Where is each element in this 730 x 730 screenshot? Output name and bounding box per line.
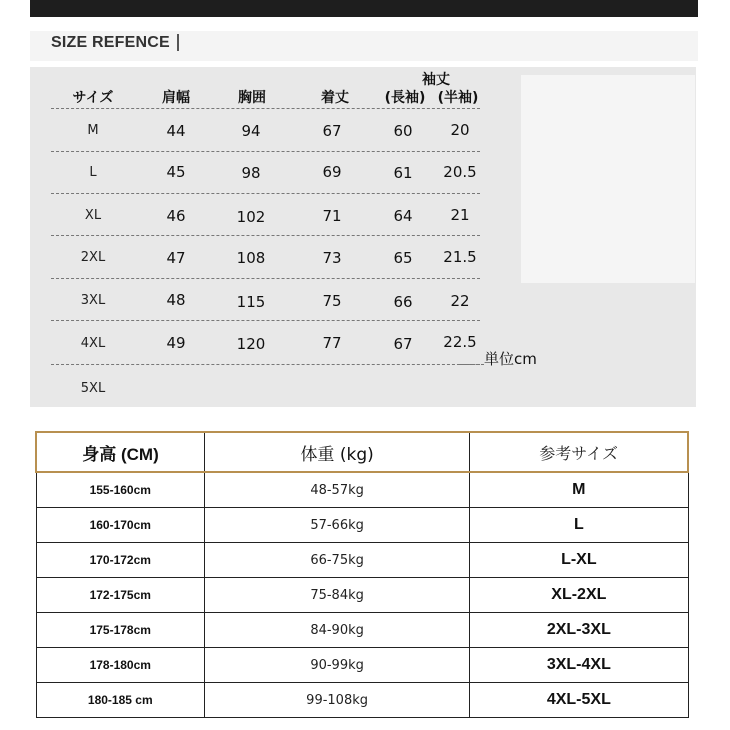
table-row — [36, 578, 688, 613]
height-cell: 178-180cm — [36, 648, 205, 683]
row-divider — [51, 278, 480, 279]
section-header — [30, 31, 698, 61]
size-cell: 4XL — [80, 336, 106, 351]
short-sleeve-cell: 21 — [450, 206, 470, 224]
chest-cell: 120 — [236, 335, 266, 353]
reference-table-header — [36, 432, 688, 472]
row-divider — [51, 193, 480, 194]
length-cell: 69 — [322, 163, 342, 181]
height-cell: 160-170cm — [36, 508, 205, 543]
shoulder-cell: 47 — [166, 249, 186, 267]
table-row — [36, 472, 688, 508]
header-shoulder: 肩幅 — [162, 90, 190, 106]
ref-size-cell: XL-2XL — [470, 578, 688, 613]
header-long-sleeve: (長袖) — [384, 90, 426, 106]
height-cell: 155-160cm — [36, 472, 205, 508]
size-cell: 5XL — [80, 381, 106, 396]
weight-cell: 57-66kg — [205, 508, 470, 543]
shoulder-cell: 44 — [166, 122, 186, 140]
length-cell: 77 — [322, 334, 342, 352]
table-row — [36, 648, 688, 683]
chest-cell: 115 — [236, 293, 266, 311]
size-chart-panel — [30, 67, 696, 407]
long-sleeve-cell: 65 — [393, 249, 413, 267]
size-cell: 3XL — [80, 293, 106, 308]
short-sleeve-cell: 22 — [450, 292, 470, 310]
shoulder-cell: 49 — [166, 334, 186, 352]
header-height: 身高 (CM) — [36, 432, 205, 472]
header-chest: 胸囲 — [238, 90, 266, 106]
short-sleeve-cell: 20.5 — [443, 163, 477, 181]
sleeve-group-header: 袖丈 — [422, 72, 450, 88]
image-placeholder — [521, 75, 695, 283]
header-weight: 体重 (kg) — [205, 432, 470, 472]
header-ref-size: 参考サイズ — [470, 432, 688, 472]
shoulder-cell: 46 — [166, 207, 186, 225]
shoulder-cell: 48 — [166, 291, 186, 309]
table-row — [36, 508, 688, 543]
long-sleeve-cell: 60 — [393, 122, 413, 140]
height-cell: 172-175cm — [36, 578, 205, 613]
header-size: サイズ — [72, 90, 114, 106]
size-cell: XL — [84, 208, 102, 223]
long-sleeve-cell: 64 — [393, 207, 413, 225]
header-length: 着丈 — [321, 90, 349, 106]
ref-size-cell: L — [470, 508, 688, 543]
table-row — [36, 683, 688, 718]
row-divider — [51, 108, 480, 109]
ref-size-cell: M — [470, 472, 688, 508]
height-cell: 170-172cm — [36, 543, 205, 578]
chest-cell: 102 — [236, 208, 266, 226]
row-divider — [51, 235, 480, 236]
header-short-sleeve: (半袖) — [437, 90, 479, 106]
table-row — [36, 543, 688, 578]
top-banner-strip — [30, 0, 698, 17]
length-cell: 73 — [322, 249, 342, 267]
ref-size-cell: 3XL-4XL — [470, 648, 688, 683]
weight-cell: 48-57kg — [205, 472, 470, 508]
row-divider — [51, 151, 480, 152]
row-divider — [51, 364, 480, 365]
long-sleeve-cell: 66 — [393, 293, 413, 311]
weight-cell: 84-90kg — [205, 613, 470, 648]
weight-cell: 90-99kg — [205, 648, 470, 683]
chest-cell: 94 — [241, 122, 261, 140]
title-divider — [177, 34, 179, 51]
short-sleeve-cell: 22.5 — [443, 333, 477, 351]
weight-cell: 75-84kg — [205, 578, 470, 613]
section-title: SIZE REFENCE — [51, 34, 170, 51]
long-sleeve-cell: 67 — [393, 335, 413, 353]
height-cell: 175-178cm — [36, 613, 205, 648]
short-sleeve-cell: 21.5 — [443, 248, 477, 266]
size-cell: L — [89, 165, 97, 180]
length-cell: 67 — [322, 122, 342, 140]
size-cell: 2XL — [80, 250, 106, 265]
size-cell: M — [87, 123, 99, 138]
short-sleeve-cell: 20 — [450, 121, 470, 139]
length-cell: 75 — [322, 292, 342, 310]
row-divider — [51, 320, 480, 321]
height-cell: 180-185 cm — [36, 683, 205, 718]
ref-size-cell: 4XL-5XL — [470, 683, 688, 718]
unit-label: 単位cm — [484, 350, 537, 368]
weight-cell: 66-75kg — [205, 543, 470, 578]
chest-cell: 98 — [241, 164, 261, 182]
table-row — [36, 613, 688, 648]
long-sleeve-cell: 61 — [393, 164, 413, 182]
reference-table — [35, 431, 689, 718]
shoulder-cell: 45 — [166, 163, 186, 181]
length-cell: 71 — [322, 207, 342, 225]
chest-cell: 108 — [236, 249, 266, 267]
weight-cell: 99-108kg — [205, 683, 470, 718]
ref-size-cell: L-XL — [470, 543, 688, 578]
ref-size-cell: 2XL-3XL — [470, 613, 688, 648]
unit-leader — [459, 364, 484, 365]
